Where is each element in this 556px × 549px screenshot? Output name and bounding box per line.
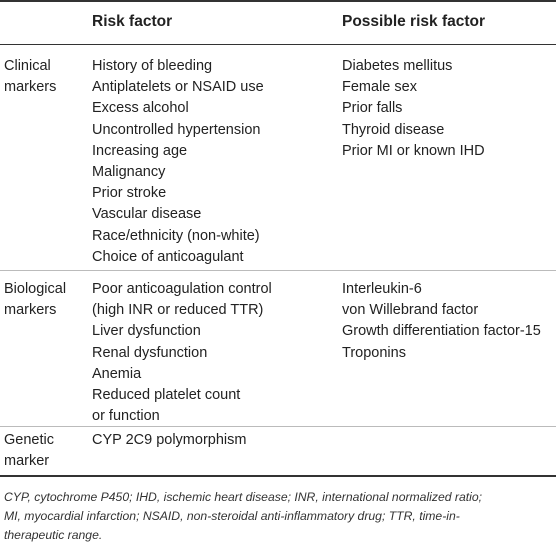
biological-risk-factors: [92, 279, 272, 427]
list-item: Increasing age: [92, 142, 188, 159]
footnote-line: CYP, cytochrome P450; IHD, ischemic heart disease; INR, international normalized ratio;: [4, 490, 483, 504]
list-item: CYP 2C9 polymorphism: [92, 432, 247, 448]
header-risk-factor: Risk factor: [92, 13, 173, 30]
list-item: Choice of anticoagulant: [92, 248, 244, 265]
category-genetic-marker: [4, 430, 54, 472]
category-line: Genetic: [4, 432, 54, 448]
table-top-rule: [0, 0, 556, 2]
row-divider: [0, 426, 556, 427]
clinical-risk-factors: [92, 56, 264, 268]
table-bottom-rule: [0, 475, 556, 477]
list-item: Troponins: [342, 344, 406, 361]
category-biological-markers: [4, 279, 66, 321]
category-line: Biological: [4, 281, 67, 297]
list-item: Thyroid disease: [342, 121, 445, 138]
row-divider: [0, 270, 556, 271]
list-item: Vascular disease: [92, 206, 202, 223]
list-item: Prior stroke: [92, 185, 167, 202]
category-line: markers: [4, 79, 57, 96]
list-item: Race/ethnicity (non-white): [92, 227, 260, 244]
list-item: History of bleeding: [92, 58, 213, 74]
list-item: Female sex: [342, 79, 417, 96]
list-item: Excess alcohol: [92, 100, 189, 117]
category-line: markers: [4, 302, 57, 319]
clinical-possible-risk-factors: [342, 56, 485, 162]
list-item: Interleukin-6: [342, 281, 422, 297]
list-item: Reduced platelet count: [92, 387, 241, 404]
footnote-line: therapeutic range.: [4, 528, 103, 542]
list-item: Growth differentiation factor-15: [342, 323, 541, 340]
biological-possible-risk-factors: [342, 279, 541, 364]
category-line: marker: [4, 453, 50, 470]
list-item: Prior falls: [342, 100, 403, 117]
list-item: (high INR or reduced TTR): [92, 302, 264, 319]
list-item: Antiplatelets or NSAID use: [92, 79, 264, 96]
list-item: Diabetes mellitus: [342, 58, 453, 74]
list-item: von Willebrand factor: [342, 302, 479, 319]
table-footnote: [4, 488, 554, 545]
list-item: Prior MI or known IHD: [342, 142, 485, 159]
table-header-rule: [0, 44, 556, 45]
footnote-line: MI, myocardial infarction; NSAID, non-steroidal anti-inflammatory drug; TTR, time-in-: [4, 509, 460, 523]
category-clinical-markers: [4, 56, 56, 98]
genetic-risk-factors: [92, 430, 246, 451]
header-possible-risk-factor: Possible risk factor: [342, 13, 486, 30]
list-item: Anemia: [92, 365, 142, 382]
list-item: or function: [92, 408, 160, 425]
category-line: Clinical: [4, 58, 51, 74]
list-item: Poor anticoagulation control: [92, 281, 272, 297]
list-item: Uncontrolled hypertension: [92, 121, 261, 138]
list-item: Renal dysfunction: [92, 344, 208, 361]
list-item: Malignancy: [92, 164, 166, 181]
list-item: Liver dysfunction: [92, 323, 201, 340]
